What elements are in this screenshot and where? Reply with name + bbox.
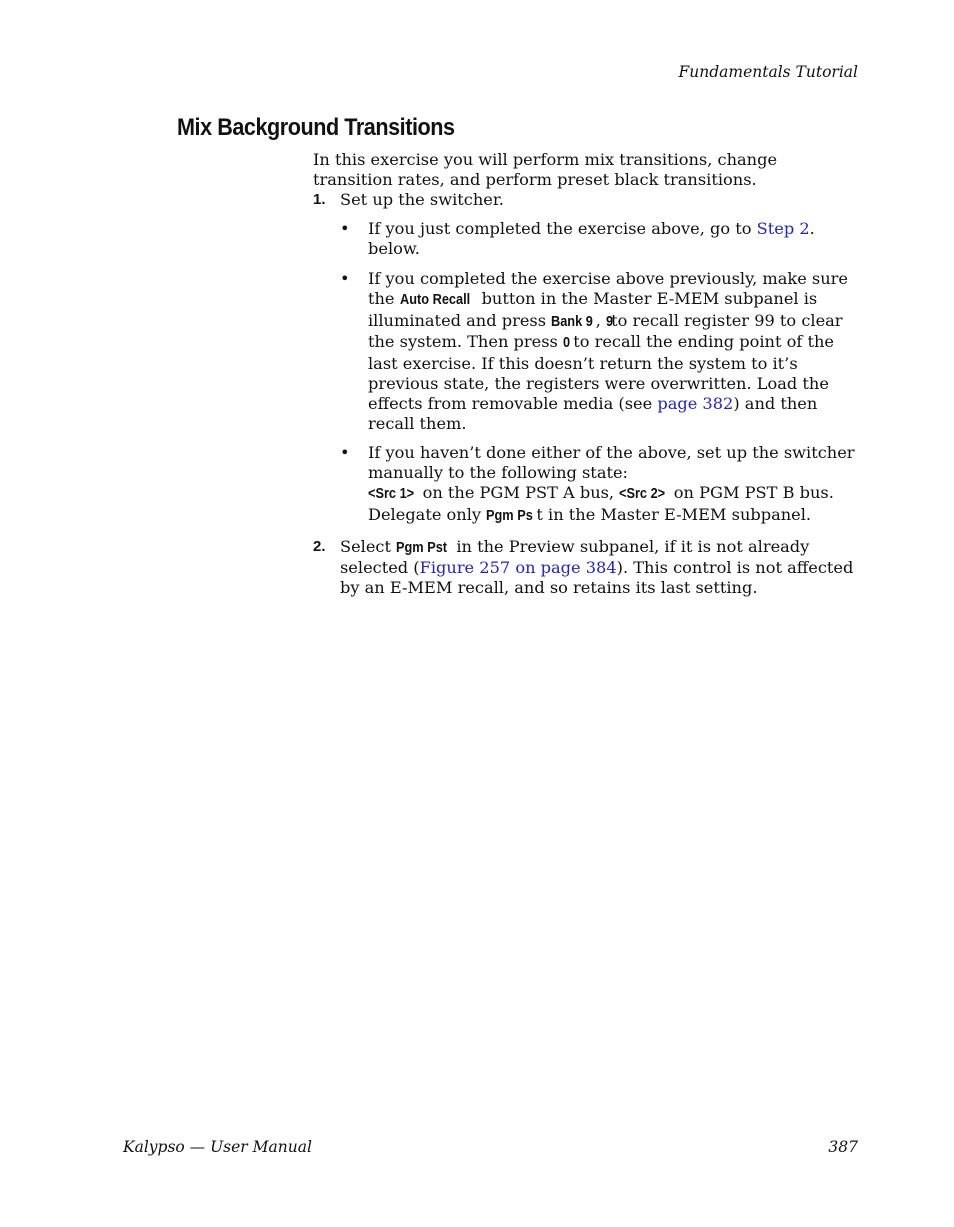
auto-recall-key: Auto Recall <box>399 291 470 308</box>
switcher-state-paragraph: <Src 1> on the PGM PST A bus, <Src 2> on PGM PST B bus. Delegate only Pgm Ps t in the Master E-MEM subpanel. <box>368 483 858 527</box>
bullet-icon: • <box>340 219 350 239</box>
bullet-item: • If you completed the exercise above previously, make sure the Auto Recall button in the Master E-MEM subpanel is illuminated and press Bank 9 , 9to recall register 99 to clear the system. Then press 0 to recall the ending point of the last exercise. If this doesn’t return the system to it’s previous state, the registers were overwritten. Load the effects from removable media (see page 382) and then recall them. <box>340 268 848 433</box>
zero-key: 0 <box>562 335 571 352</box>
step-text: Select Pgm Pst in the Preview subpanel, if it is not already selected (Figure 257 on page 384). This control is not affected by an E-MEM recall, and so retains its last setting. <box>340 536 854 598</box>
nine-key: 9 <box>606 313 614 330</box>
step-1-bullets <box>340 219 858 526</box>
bullet-item: • If you just completed the exercise above, go to Step 2. below. <box>340 219 815 259</box>
step-number: 1. <box>313 190 326 208</box>
bullet-icon: • <box>340 268 350 288</box>
bullet-icon: • <box>340 443 350 463</box>
src-1-key: <Src 1> <box>368 485 415 502</box>
footer-manual-title: Kalypso — User Manual <box>123 1138 312 1156</box>
pgm-pst-key: Pgm Pst <box>396 539 448 556</box>
step-2-link[interactable]: Step 2 <box>756 219 810 239</box>
section-title: Mix Background Transitions <box>177 114 455 141</box>
pgm-pst-key: Pgm Ps <box>486 507 534 524</box>
footer-page-number: 387 <box>828 1138 858 1156</box>
page-382-link[interactable]: page 382 <box>657 393 734 413</box>
step-2 <box>313 537 858 598</box>
section-body <box>313 150 858 608</box>
running-header: Fundamentals Tutorial <box>678 63 858 81</box>
src-2-key: <Src 2> <box>619 485 666 502</box>
step-number: 2. <box>313 537 326 555</box>
figure-257-link[interactable]: Figure 257 on page 384 <box>419 558 617 578</box>
bank-9-key: Bank 9 <box>551 313 594 330</box>
bullet-item: • If you haven’t done either of the above, set up the switcher manually to the following state: <Src 1> on the PGM PST A bus, <Src 2> on PGM PST B bus. Delegate only Pgm Ps t in the Master E-MEM subpanel. <box>340 443 858 526</box>
step-1 <box>313 190 858 527</box>
intro-paragraph: In this exercise you will perform mix transitions, change transition rates, and perform preset black transitions. <box>313 150 778 189</box>
step-text: Set up the switcher. <box>340 189 504 209</box>
